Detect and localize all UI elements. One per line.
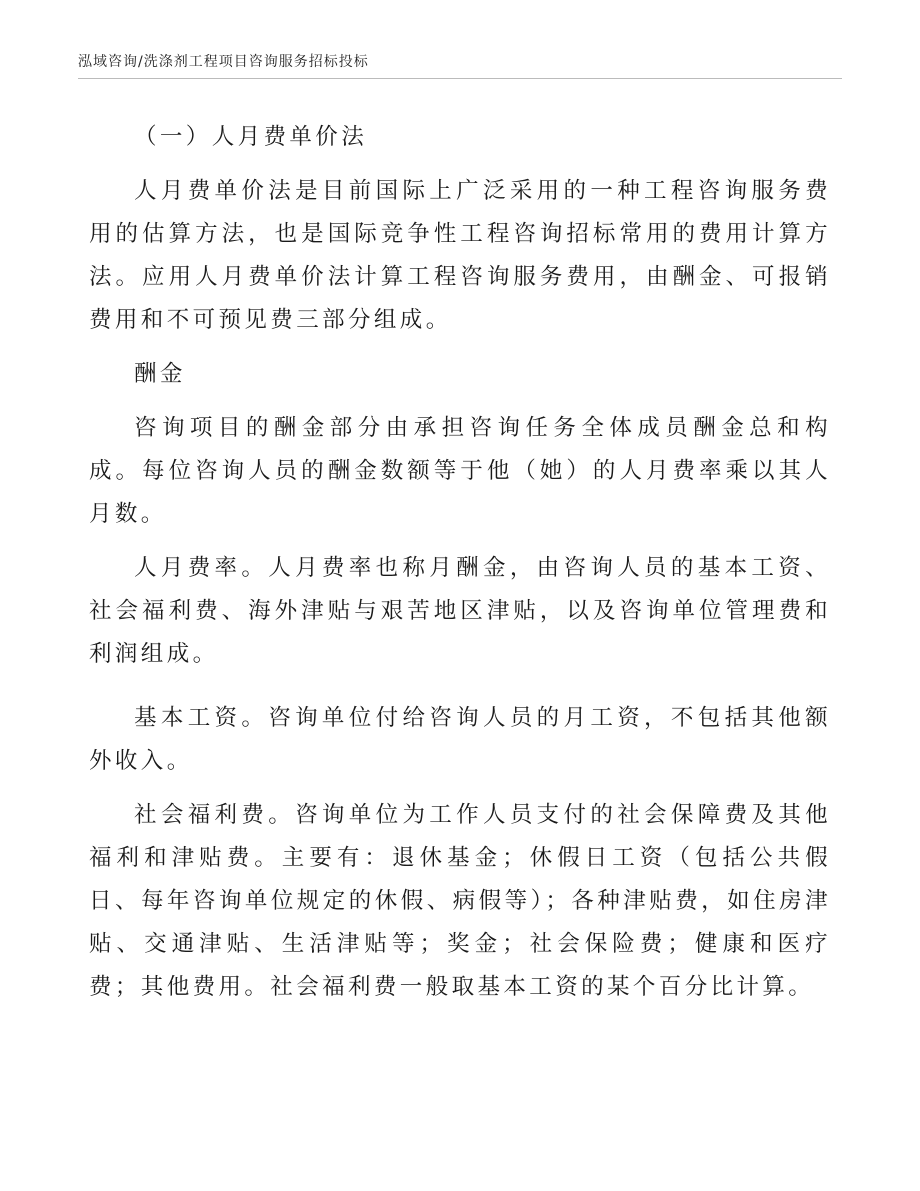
paragraph-intro: 人月费单价法是目前国际上广泛采用的一种工程咨询服务费用的估算方法，也是国际竞争性工程咨询招标常用的费用计算方法。应用人月费单价法计算工程咨询服务费用，由酬金、可报销费用和不可预见费三部分组成。 — [89, 178, 831, 333]
document-body — [89, 116, 831, 1020]
paragraph-remuneration: 咨询项目的酬金部分由承担咨询任务全体成员酬金总和构成。每位咨询人员的酬金数额等于他（她）的人月费率乘以其人月数。 — [89, 415, 831, 527]
header-divider — [78, 78, 842, 79]
page-header: 泓域咨询/洗涤剂工程项目咨询服务招标投标 — [78, 54, 369, 70]
paragraph-monthly-rate: 人月费率。人月费率也称月酬金，由咨询人员的基本工资、社会福利费、海外津贴与艰苦地区津贴，以及咨询单位管理费和利润组成。 — [89, 555, 831, 667]
paragraph-basic-salary: 基本工资。咨询单位付给咨询人员的月工资，不包括其他额外收入。 — [89, 705, 831, 774]
paragraph-social-welfare: 社会福利费。咨询单位为工作人员支付的社会保障费及其他福利和津贴费。主要有：退休基金；休假日工资（包括公共假日、每年咨询单位规定的休假、病假等）；各种津贴费，如住房津贴、交通津贴、生活津贴等；奖金；社会保险费；健康和医疗费；其他费用。社会福利费一般取基本工资的某个百分比计算。 — [89, 802, 831, 1000]
section-heading: （一）人月费单价法 — [134, 124, 368, 150]
subsection-heading: 酬金 — [134, 361, 186, 387]
